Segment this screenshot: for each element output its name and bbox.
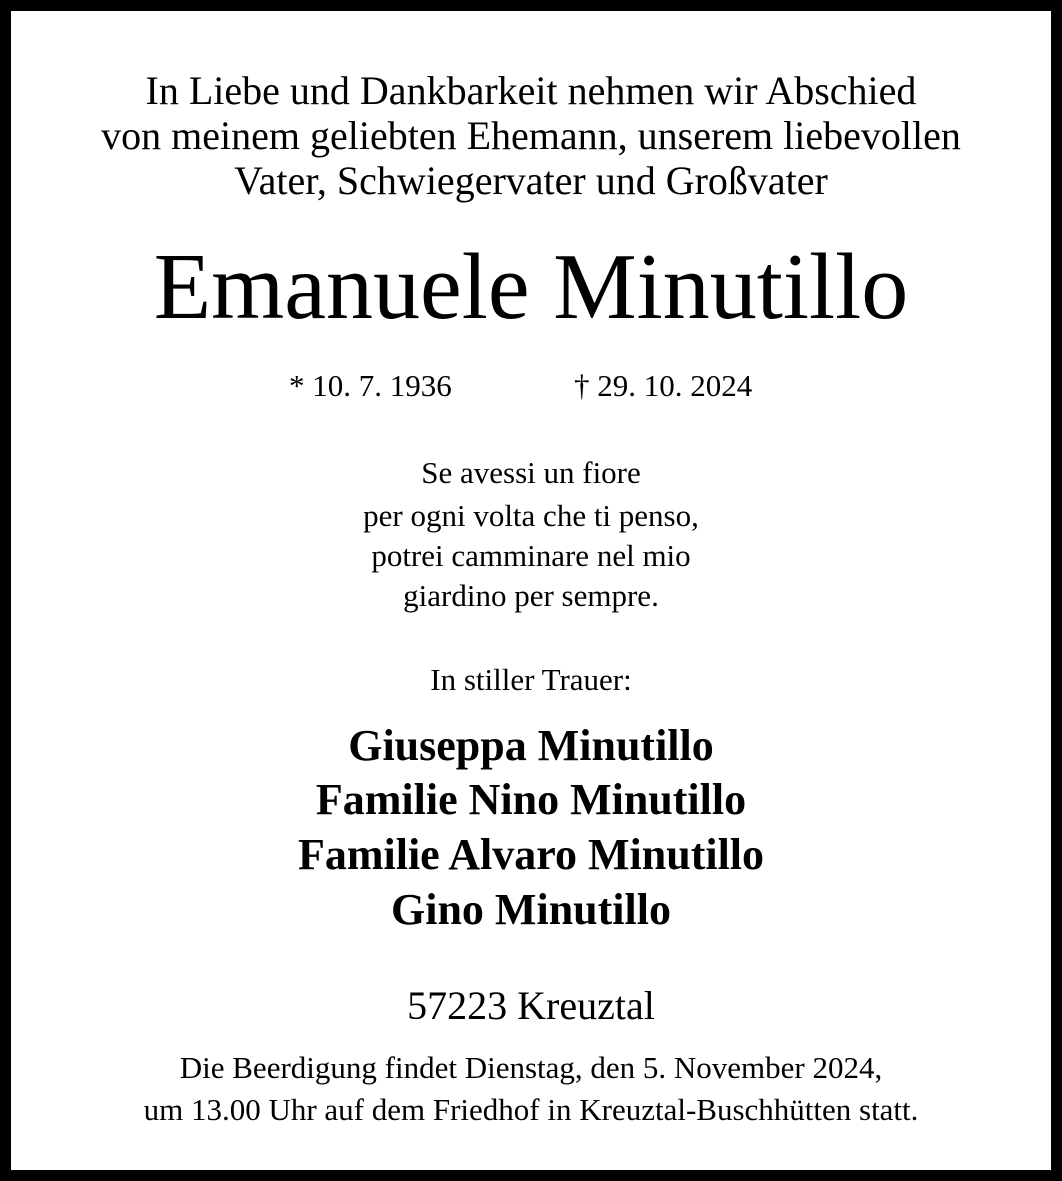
mourner-2: Familie Nino Minutillo — [315, 775, 747, 824]
mourner-1: Giuseppa Minutillo — [348, 721, 714, 770]
funeral-line-2: um 13.00 Uhr auf dem Friedhof in Kreuztal-Buschhütten statt. — [143, 1092, 919, 1127]
funeral-line-1: Die Beerdigung findet Dienstag, den 5. November 2024, — [179, 1050, 883, 1085]
mourning-label: In stiller Trauer: — [430, 662, 632, 697]
verse-line-4: giardino per sempre. — [403, 578, 659, 613]
verse-line-3: potrei camminare nel mio — [371, 538, 691, 573]
deceased-name: Emanuele Minutillo — [153, 235, 909, 339]
mourner-3: Familie Alvaro Minutillo — [297, 830, 765, 879]
location: 57223 Kreuztal — [407, 983, 655, 1028]
verse-line-1: Se avessi un fiore — [421, 455, 641, 490]
death-date: † 29. 10. 2024 — [574, 368, 753, 403]
verse-line-2: per ogni volta che ti penso, — [363, 498, 699, 533]
intro-line-2: von meinem geliebten Ehemann, unserem liebevollen — [101, 113, 961, 158]
intro-line-1: In Liebe und Dankbarkeit nehmen wir Abschied — [145, 68, 917, 113]
intro-line-3: Vater, Schwiegervater und Großvater — [234, 158, 828, 203]
mourner-4: Gino Minutillo — [391, 885, 671, 934]
birth-date: * 10. 7. 1936 — [289, 368, 452, 403]
